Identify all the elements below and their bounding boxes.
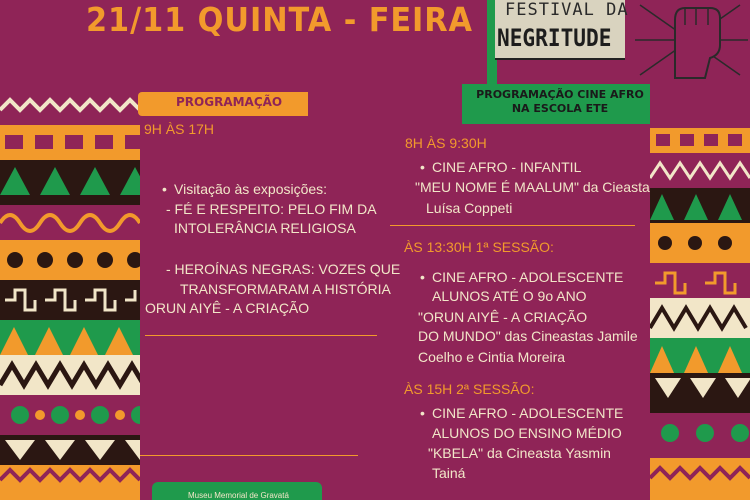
session3-time: ÀS 15H 2ª SESSÃO: bbox=[404, 381, 535, 397]
festival-logo-main: NEGRITUDE bbox=[497, 24, 612, 52]
left-time: 9H ÀS 17H bbox=[144, 121, 215, 137]
museum-label: Museu Memorial de Gravatá bbox=[188, 491, 289, 500]
session3-line-1: ALUNOS DO ENSINO MÉDIO bbox=[432, 425, 622, 441]
left-divider-1 bbox=[145, 335, 377, 336]
left-divider-2 bbox=[140, 455, 358, 456]
session1-line-0: • CINE AFRO - INFANTIL bbox=[432, 158, 581, 176]
session3-line-3: Tainá bbox=[432, 465, 466, 481]
right-divider-1 bbox=[390, 225, 635, 226]
left-line-0: • Visitação às exposições: bbox=[174, 180, 327, 198]
session2-line-0: • CINE AFRO - ADOLESCENTE bbox=[432, 268, 623, 286]
left-pattern-stripe bbox=[0, 95, 140, 500]
date-title: 21/11 QUINTA - FEIRA bbox=[86, 0, 473, 39]
session2-line-4: Coelho e Cintia Moreira bbox=[418, 349, 566, 365]
session3-line-2: "KBELA" da Cineasta Yasmin bbox=[428, 445, 611, 461]
festival-logo-top: FESTIVAL DA bbox=[505, 0, 629, 20]
left-line-5: ORUN AIYÊ - A CRIAÇÃO bbox=[145, 300, 310, 316]
raised-fist-icon bbox=[630, 0, 750, 80]
right-pattern-stripe bbox=[650, 128, 750, 500]
left-line-1: - FÉ E RESPEITO: PELO FIM DA bbox=[166, 201, 377, 217]
cine-afro-tag-line2: NA ESCOLA ETE bbox=[511, 102, 609, 115]
session2-line-3: DO MUNDO" das Cineastas Jamile bbox=[418, 328, 638, 344]
session1-time: 8H ÀS 9:30H bbox=[405, 135, 487, 151]
left-line-3: - HEROÍNAS NEGRAS: VOZES QUE bbox=[166, 261, 401, 277]
cine-afro-tag-line1: PROGRAMAÇÃO CINE AFRO bbox=[476, 88, 644, 101]
session2-line-2: "ORUN AIYÊ - A CRIAÇÃO bbox=[418, 309, 588, 325]
left-line-4: TRANSFORMARAM A HISTÓRIA bbox=[180, 281, 391, 297]
left-line-2: INTOLERÂNCIA RELIGIOSA bbox=[174, 220, 356, 236]
programacao-tag-label: PROGRAMAÇÃO bbox=[176, 95, 283, 109]
session3-line-0: • CINE AFRO - ADOLESCENTE bbox=[432, 404, 623, 422]
session2-time: ÀS 13:30H 1ª SESSÃO: bbox=[404, 239, 554, 255]
cine-afro-tag-label bbox=[470, 88, 650, 116]
session1-line-2: Luísa Coppeti bbox=[426, 200, 513, 216]
session1-line-1: "MEU NOME É MAALUM" da Cieasta bbox=[415, 179, 650, 195]
session2-line-1: ALUNOS ATÉ O 9o ANO bbox=[432, 288, 587, 304]
